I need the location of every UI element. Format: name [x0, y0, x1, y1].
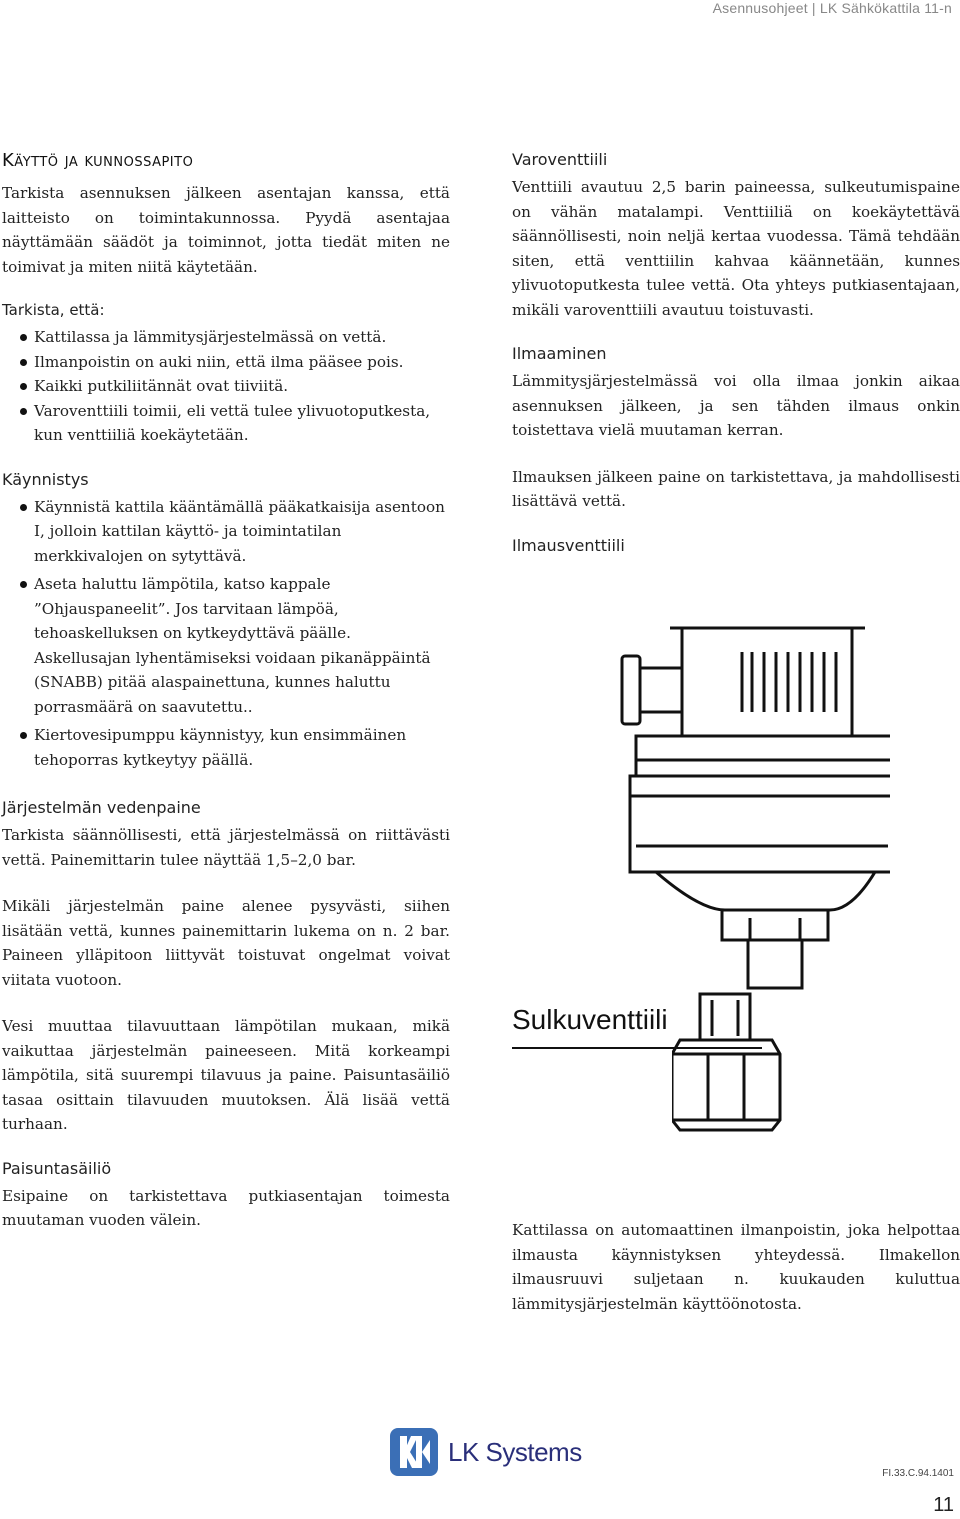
list-item: Ilmanpoistin on auki niin, että ilma pääsee pois. [2, 350, 450, 375]
pressure-paragraph-3: Vesi muuttaa tilavuuttaan lämpötilan mukaan, mikä vaikuttaa järjestelmän paineeseen. Mitä korkeampi lämpötila, sitä suurempi tilavuus ja paine. Paisuntasäiliö tasaa osittain tilavuuden muutoksen. Älä lisää vettä turhaan. [2, 1017, 450, 1133]
right-column [512, 150, 960, 561]
left-column [2, 150, 450, 1233]
list-item: Käynnistä kattila kääntämällä pääkatkaisija asentoon I, jolloin kattilan käyttö- ja toimintatilan merkkivalojen on sytyttävä. [2, 495, 450, 569]
tank-paragraph: Esipaine on tarkistettava putkiasentajan toimesta muutaman vuoden välein. [2, 1186, 450, 1229]
list-item: Varoventtiili toimii, eli vettä tulee ylivuotoputkesta, kun venttiiliä koekäytetään. [2, 399, 450, 448]
figure-label: Sulkuventtiili [512, 1004, 668, 1035]
vent-title: Ilmausventtiili [512, 535, 625, 555]
company-logo [390, 1428, 582, 1476]
air-paragraph-1: Lämmitysjärjestelmässä voi olla ilmaa jonkin aikaa asennuksen jälkeen, ja sen tähden ilmaus onkin toistettava vielä muutaman kerran. [512, 372, 960, 439]
start-list [2, 495, 450, 773]
safety-paragraph: Venttiili avautuu 2,5 barin paineessa, sulkeutumispaine on vähän matalampi. Venttiiliä on koekäytettävä säännöllisesti, noin neljä kertaa vuodessa. Tämä tehdään siten, että venttiilin kahvaa käännetään, kunnes ylivuotoputkesta tulee vettä. Ota yhteys putkiasentajaan, mikäli varoventtiili avautuu toistuvasti. [512, 178, 960, 319]
pressure-title: Järjestelmän vedenpaine [2, 798, 201, 817]
intro-paragraph: Tarkista asennuksen jälkeen asentajan kanssa, että laitteisto on toimintakunnossa. Pyydä asentajaa näyttämään säädöt ja toiminnot, jotta tiedät miten ne toimivat ja miten niitä käytetään. [2, 184, 450, 276]
start-title: Käynnistys [2, 469, 89, 489]
list-item: Aseta haluttu lämpötila, katso kappale ”Ohjauspaneelit”. Jos tarvitaan lämpöä, tehoaskelluksen on kytkeydyttävä päälle. Askellusajan lyhentämiseksi voidaan pikanäppäintä (SNABB) pitää alaspainettuna, kunnes haluttu porrasmäärä on saavutettu.. [2, 572, 450, 719]
air-title: Ilmaaminen [512, 344, 607, 363]
figure-label-underline [512, 1047, 762, 1049]
section-title: Käyttö ja kunnossapito [2, 150, 194, 171]
check-list [2, 325, 450, 448]
list-item: Kiertovesipumppu käynnistyy, kun ensimmäinen tehoporras kytkeytyy päällä. [2, 723, 450, 772]
shutoff-valve-illustration [672, 992, 832, 1132]
pressure-paragraph-1: Tarkista säännöllisesti, että järjestelmässä on riittävästi vettä. Painemittarin tulee näyttää 1,5–2,0 bar. [2, 826, 450, 869]
safety-title: Varoventtiili [512, 150, 608, 169]
check-title: Tarkista, että: [2, 301, 105, 319]
pressure-paragraph-2: Mikäli järjestelmän paine alenee pysyvästi, siihen lisätään vettä, kunnes painemittarin lukema on n. 2 bar. Paineen ylläpitoon liittyvät toistuvat ongelmat voivat viitata vuotoon. [2, 897, 450, 989]
air-vent-valve-illustration [590, 610, 890, 990]
document-id: FI.33.C.94.1401 [882, 1468, 954, 1479]
caption-paragraph: Kattilassa on automaattinen ilmanpoistin, joka helpottaa ilmausta käynnistyksen yhteydessä. Ilmakellon ilmausruuvi suljetaan n. kuukauden kuluttua lämmitysjärjestelmän käyttöönotosta. [512, 1221, 960, 1313]
figure-caption [512, 1218, 960, 1316]
list-item: Kaikki putkiliitännät ovat tiiviitä. [2, 374, 450, 399]
lk-logo-icon [390, 1428, 438, 1476]
tank-title: Paisuntasäiliö [2, 1158, 112, 1178]
logo-text: LK Systems [448, 1436, 582, 1467]
list-item: Kattilassa ja lämmitysjärjestelmässä on vettä. [2, 325, 450, 350]
page-header: Asennusohjeet | LK Sähkökattila 11-n [712, 0, 952, 16]
air-paragraph-2: Ilmauksen jälkeen paine on tarkistettava, ja mahdollisesti lisättävä vettä. [512, 467, 960, 510]
page-number: 11 [933, 1494, 954, 1516]
